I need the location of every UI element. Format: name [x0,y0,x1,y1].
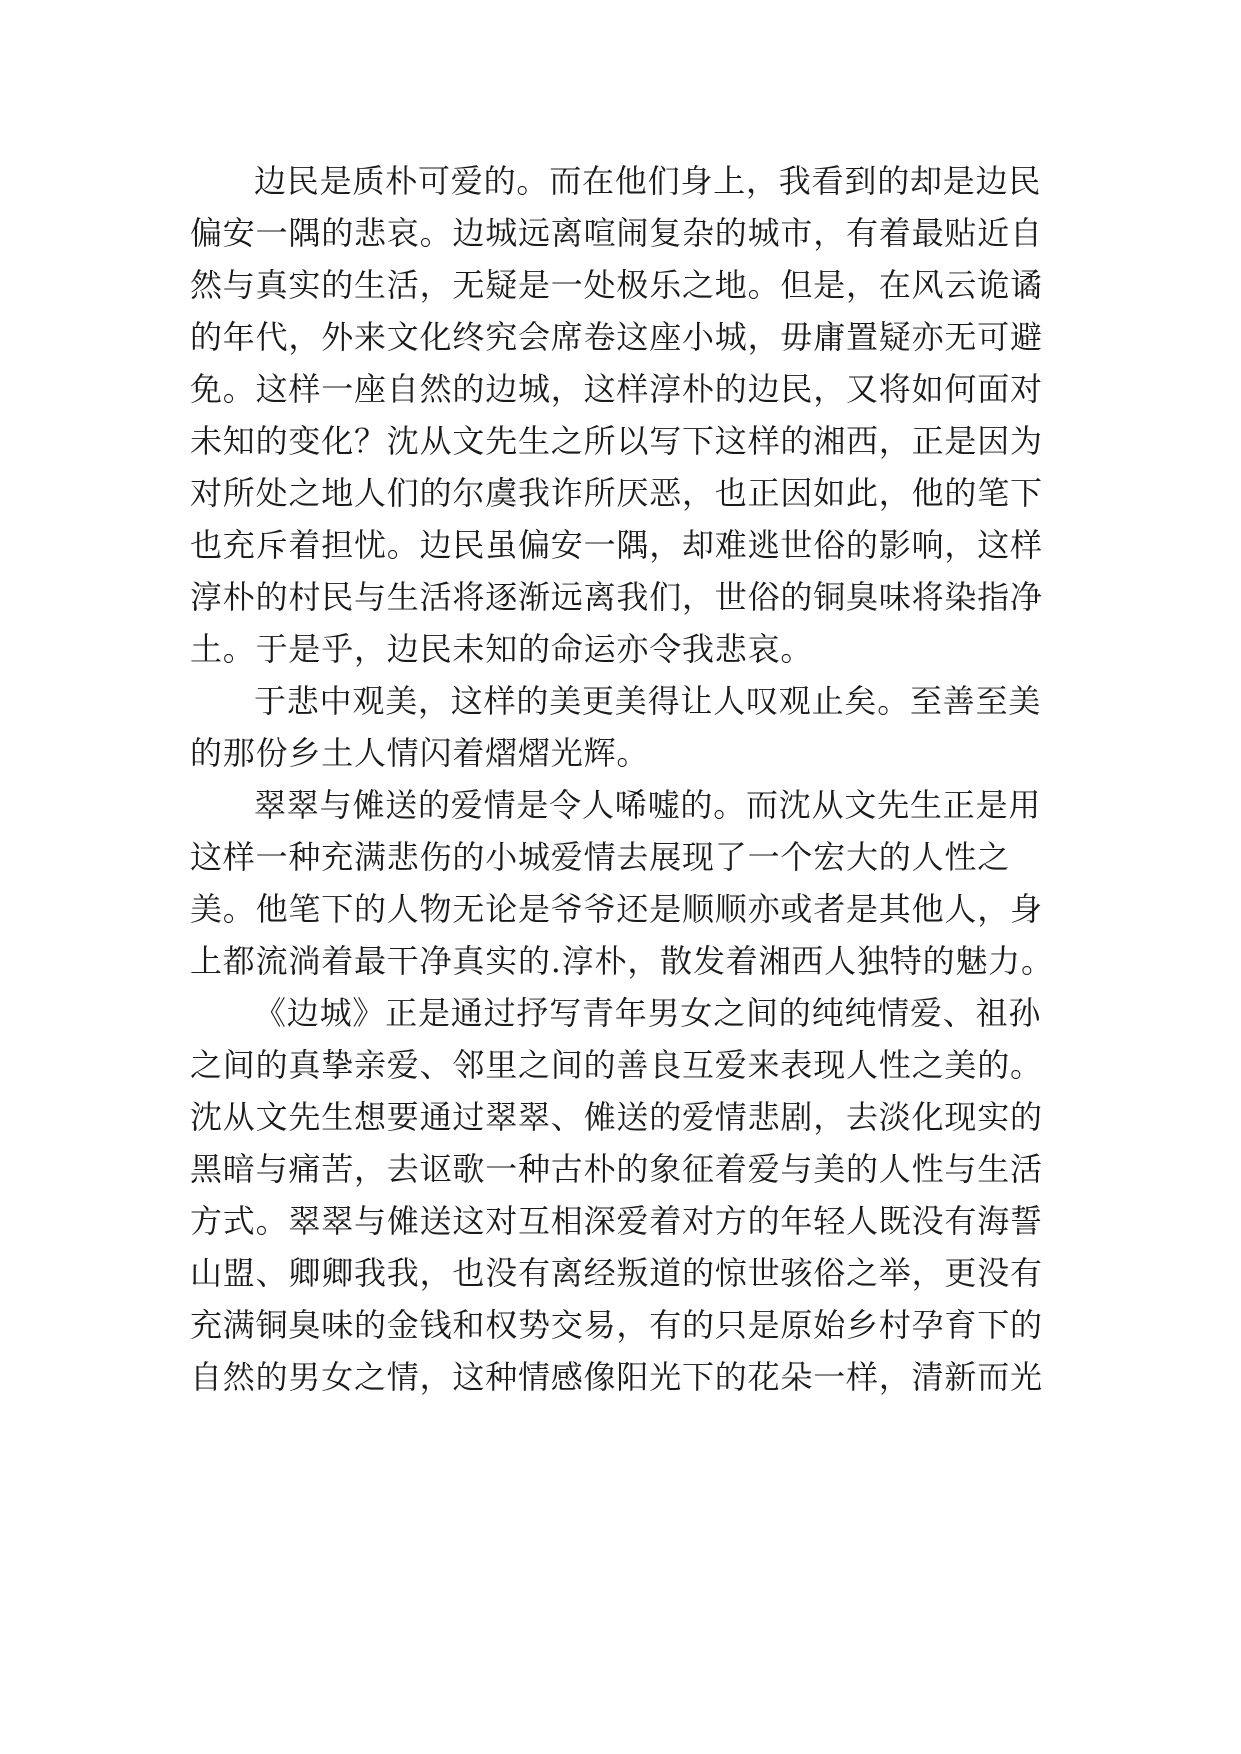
text-line: 然与真实的生活，无疑是一处极乐之地。但是，在风云诡谲 [190,266,1043,304]
text-line: 充满铜臭味的金钱和权势交易，有的只是原始乡村孕育下的 [190,1306,1043,1344]
text-line: 也充斥着担忧。边民虽偏安一隅，却难逃世俗的影响，这样 [190,526,1043,564]
text-line: 美。他笔下的人物无论是爷爷还是顺顺亦或者是其他人，身 [190,890,1043,928]
text-line: 山盟、卿卿我我，也没有离经叛道的惊世骇俗之举，更没有 [190,1254,1043,1292]
text-line: 对所处之地人们的尔虞我诈所厌恶，也正因如此，他的笔下 [190,474,1043,512]
text-line: 淳朴的村民与生活将逐渐远离我们，世俗的铜臭味将染指净 [190,578,1043,616]
text-line: 土。于是乎，边民未知的命运亦令我悲哀。 [190,630,814,668]
text-line: 自然的男女之情，这种情感像阳光下的花朵一样，清新而光 [190,1358,1043,1396]
text-line: 免。这样一座自然的边城，这样淳朴的边民，又将如何面对 [190,370,1043,408]
text-line: 于悲中观美，这样的美更美得让人叹观止矣。至善至美 [254,682,1042,720]
text-line: 这样一种充满悲伤的小城爱情去展现了一个宏大的人性之 [190,838,1011,876]
text-line: 方式。翠翠与傩送这对互相深爱着对方的年轻人既没有海誓 [190,1202,1043,1240]
text-line: 的年代，外来文化终究会席卷这座小城，毋庸置疑亦无可避 [190,318,1043,356]
text-line: 上都流淌着最干净真实的.淳朴，散发着湘西人独特的魅力。 [190,942,1054,980]
text-line: 《边城》正是通过抒写青年男女之间的纯纯情爱、祖孙 [254,994,1042,1032]
text-line: 偏安一隅的悲哀。边城远离喧闹复杂的城市，有着最贴近自 [190,214,1043,252]
text-line: 黑暗与痛苦，去讴歌一种古朴的象征着爱与美的人性与生活 [190,1150,1043,1188]
text-line: 翠翠与傩送的爱情是令人唏嘘的。而沈从文先生正是用 [254,786,1042,824]
text-line: 的那份乡土人情闪着熠熠光辉。 [190,734,650,772]
text-line: 之间的真挚亲爱、邻里之间的善良互爱来表现人性之美的。 [190,1046,1043,1084]
text-line: 沈从文先生想要通过翠翠、傩送的爱情悲剧，去淡化现实的 [190,1098,1043,1136]
text-line: 未知的变化？沈从文先生之所以写下这样的湘西，正是因为 [190,422,1043,460]
body-text [190,155,1070,1403]
text-line: 边民是质朴可爱的。而在他们身上，我看到的却是边民 [254,162,1042,200]
